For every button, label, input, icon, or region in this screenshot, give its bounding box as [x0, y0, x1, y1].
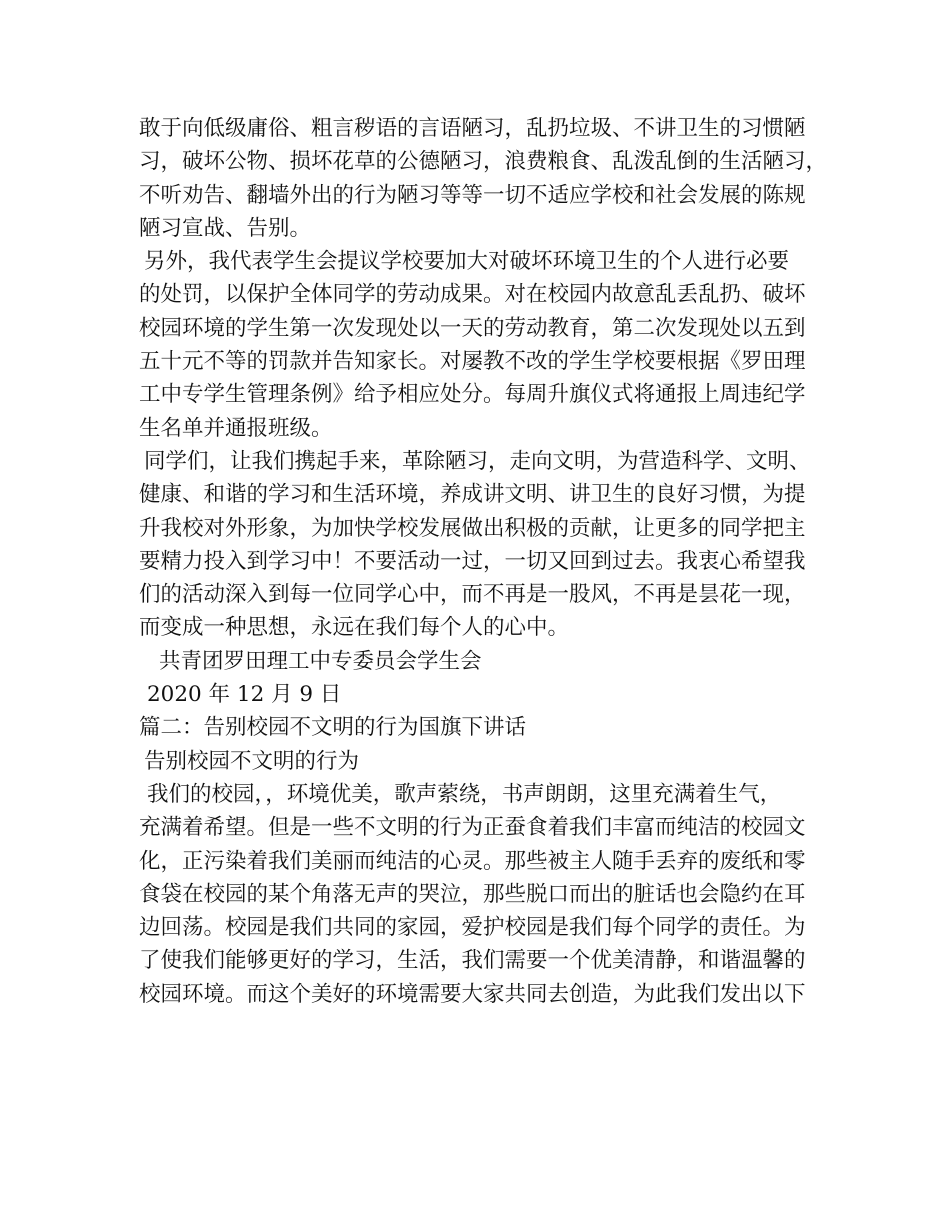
text-line: 食袋在校园的某个角落无声的哭泣，那些脱口而出的脏话也会隐约在耳	[139, 881, 806, 907]
date-line: 2020 年 12 月 9 日	[147, 682, 342, 708]
text-line: 边回荡。校园是我们共同的家园，爱护校园是我们每个同学的责任。为	[139, 915, 806, 941]
text-line: 我们的校园，，环境优美，歌声萦绕，书声朗朗，这里充满着生气，	[147, 781, 782, 807]
document-body	[139, 112, 828, 1011]
text-line: 化，正污染着我们美丽而纯洁的心灵。那些被主人随手丢弃的废纸和零	[139, 848, 806, 874]
text-line: 了使我们能够更好的学习，生活，我们需要一个优美清静，和谐温馨的	[139, 948, 806, 974]
text-line: 的处罚，以保护全体同学的劳动成果。对在校园内故意乱丢乱扔、破坏	[139, 282, 806, 308]
text-line: 而变成一种思想，永远在我们每个人的心中。	[139, 615, 570, 641]
section-heading: 篇二：告别校园不文明的行为国旗下讲话	[139, 715, 527, 741]
text-line: 五十元不等的罚款并告知家长。对屡教不改的学生学校要根据《罗田理	[139, 349, 806, 375]
text-line: 敢于向低级庸俗、粗言秽语的言语陋习，乱扔垃圾、不讲卫生的习惯陋	[139, 116, 806, 141]
text-line: 陋习宣战、告别。	[139, 215, 312, 241]
text-line: 要精力投入到学习中！不要活动一过，一切又回到过去。我衷心希望我	[139, 548, 806, 574]
text-line: 校园环境。而这个美好的环境需要大家共同去创造，为此我们发出以下	[139, 981, 806, 1007]
signature-line: 共青团罗田理工中专委员会学生会	[159, 648, 482, 674]
speech-title: 告别校园不文明的行为	[144, 748, 360, 774]
text-line: 升我校对外形象，为加快学校发展做出积极的贡献，让更多的同学把主	[139, 515, 806, 541]
text-line: 们的活动深入到每一位同学心中，而不再是一股风，不再是昙花一现，	[139, 582, 806, 608]
text-line: 另外，我代表学生会提议学校要加大对破坏环境卫生的个人进行必要	[144, 249, 790, 275]
text-line: 工中专学生管理条例》给予相应处分。每周升旗仪式将通报上周违纪学	[139, 382, 806, 408]
text-line: 充满着希望。但是一些不文明的行为正蚕食着我们丰富而纯洁的校园文	[139, 815, 806, 841]
text-line: 习，破坏公物、损坏花草的公德陋习，浪费粮食、乱泼乱倒的生活陋习，	[139, 149, 828, 175]
text-line: 健康、和谐的学习和生活环境，养成讲文明、讲卫生的良好习惯，为提	[139, 482, 806, 508]
text-line: 生名单并通报班级。	[139, 415, 333, 441]
text-line: 同学们，让我们携起手来，革除陋习，走向文明，为营造科学、文明、	[144, 448, 811, 474]
text-line: 校园环境的学生第一次发现处以一天的劳动教育，第二次发现处以五到	[139, 315, 806, 341]
text-line: 不听劝告、翻墙外出的行为陋习等等一切不适应学校和社会发展的陈规	[139, 182, 806, 208]
